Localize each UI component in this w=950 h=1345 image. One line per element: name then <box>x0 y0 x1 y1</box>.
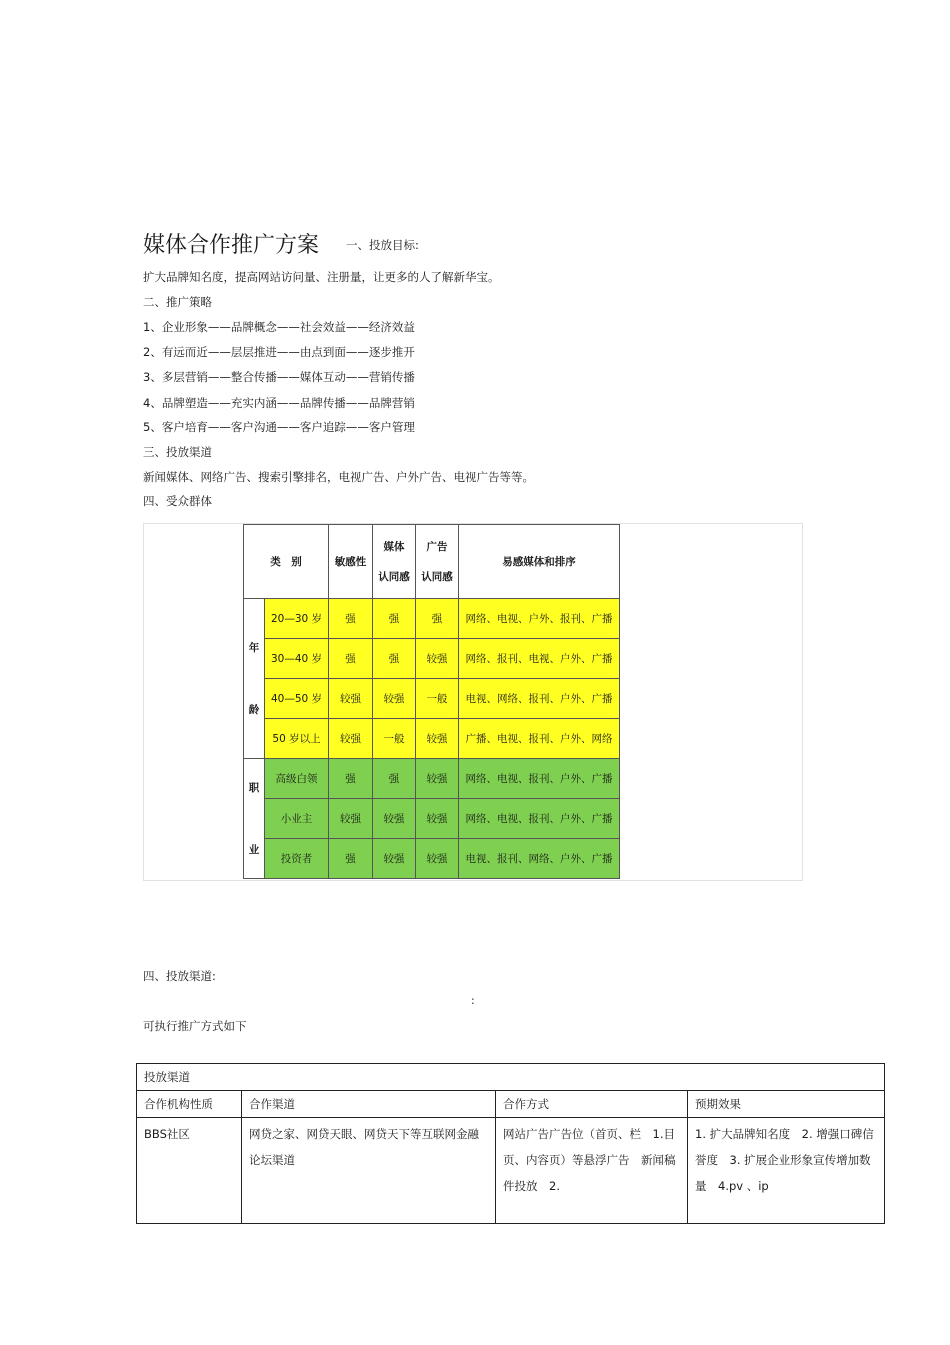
row-media: 强 <box>373 759 416 799</box>
row-media: 较强 <box>373 679 416 719</box>
cell-method: 网站广告广告位（首页、栏 1.目页、内容页）等悬浮广告 新闻稿件投放 2. <box>496 1118 688 1224</box>
header-media-line1: 媒体 <box>383 540 405 553</box>
row-name: 小业主 <box>265 799 329 839</box>
strategy-item-2: 2、有远而近——层层推进——由点到面——逐步推开 <box>143 345 415 359</box>
channel-table-title-row <box>137 1064 885 1091</box>
row-sensitivity: 较强 <box>329 799 373 839</box>
row-sensitivity: 强 <box>329 759 373 799</box>
strategy-item-3: 3、多层营销——整合传播——媒体互动——营销传播 <box>143 370 415 384</box>
row-ad: 较强 <box>416 719 459 759</box>
strategy-item-4: 4、品牌塑造——充实内涵——品牌传播——品牌营销 <box>143 396 415 410</box>
table-row <box>244 759 620 799</box>
row-rank: 电视、网络、报刊、户外、广播 <box>459 679 620 719</box>
group-age-top: 年 <box>248 641 260 654</box>
methods-intro: 可执行推广方式如下 <box>143 1019 247 1033</box>
header-nature: 合作机构性质 <box>137 1091 242 1118</box>
row-name: 高级白领 <box>265 759 329 799</box>
channel-table-header-row <box>137 1091 885 1118</box>
channel-heading: 三、投放渠道 <box>143 445 212 459</box>
row-rank: 广播、电视、报刊、户外、网络 <box>459 719 620 759</box>
group-occupation-top: 职 <box>248 781 260 794</box>
channel-table-title: 投放渠道 <box>137 1064 885 1091</box>
cell-nature: BBS社区 <box>137 1118 242 1224</box>
header-category: 类 别 <box>244 525 329 599</box>
header-channel: 合作渠道 <box>242 1091 496 1118</box>
table-row <box>244 679 620 719</box>
row-media: 一般 <box>373 719 416 759</box>
table-row <box>244 799 620 839</box>
table-row <box>244 839 620 879</box>
row-sensitivity: 强 <box>329 599 373 639</box>
row-media: 较强 <box>373 799 416 839</box>
row-sensitivity: 较强 <box>329 719 373 759</box>
channel-text: 新闻媒体、网络广告、搜索引擎排名，电视广告、户外广告、电视广告等等。 <box>143 470 534 484</box>
header-sensitivity: 敏感性 <box>329 525 373 599</box>
row-name: 50 岁以上 <box>265 719 329 759</box>
cell-channel: 网贷之家、网贷天眼、网贷天下等互联网金融论坛渠道 <box>242 1118 496 1224</box>
row-ad: 较强 <box>416 759 459 799</box>
table-row <box>244 599 620 639</box>
row-sensitivity: 强 <box>329 839 373 879</box>
row-media: 强 <box>373 639 416 679</box>
header-media-recognition <box>373 525 416 599</box>
table-row <box>244 639 620 679</box>
group-age-bottom: 龄 <box>248 703 260 716</box>
header-media-rank: 易感媒体和排序 <box>459 525 620 599</box>
row-rank: 网络、报刊、电视、户外、广播 <box>459 639 620 679</box>
audience-table <box>243 524 620 879</box>
row-ad: 一般 <box>416 679 459 719</box>
table-row <box>244 719 620 759</box>
row-rank: 网络、电视、报刊、户外、广播 <box>459 759 620 799</box>
header-ad-recognition <box>416 525 459 599</box>
strategy-item-1: 1、企业形象——品牌概念——社会效益——经济效益 <box>143 320 415 334</box>
channel-table <box>136 1063 885 1224</box>
row-name: 投资者 <box>265 839 329 879</box>
audience-header-row <box>244 525 620 599</box>
group-occupation-bottom: 业 <box>248 843 260 856</box>
table-row <box>137 1118 885 1224</box>
row-name: 20—30 岁 <box>265 599 329 639</box>
row-rank: 网络、电视、户外、报刊、广播 <box>459 599 620 639</box>
header-method: 合作方式 <box>496 1091 688 1118</box>
group-age <box>244 599 265 759</box>
row-sensitivity: 强 <box>329 639 373 679</box>
row-ad: 强 <box>416 599 459 639</box>
goal-text: 扩大品牌知名度，提高网站访问量、注册量，让更多的人了解新华宝。 <box>143 270 500 284</box>
header-ad-line1: 广告 <box>426 540 448 553</box>
row-rank: 网络、电视、报刊、户外、广播 <box>459 799 620 839</box>
row-ad: 较强 <box>416 639 459 679</box>
row-ad: 较强 <box>416 839 459 879</box>
strategy-heading: 二、推广策略 <box>143 295 212 309</box>
row-sensitivity: 较强 <box>329 679 373 719</box>
header-effect: 预期效果 <box>688 1091 885 1118</box>
strategy-item-5: 5、客户培育——客户沟通——客户追踪——客户管理 <box>143 420 415 434</box>
row-name: 30—40 岁 <box>265 639 329 679</box>
doc-title: 媒体合作推广方案 <box>143 233 320 258</box>
row-media: 强 <box>373 599 416 639</box>
row-ad: 较强 <box>416 799 459 839</box>
row-name: 40—50 岁 <box>265 679 329 719</box>
header-ad-line2: 认同感 <box>421 570 453 583</box>
row-rank: 电视、报刊、网络、户外、广播 <box>459 839 620 879</box>
row-media: 较强 <box>373 839 416 879</box>
channel-heading-2: 四、投放渠道: <box>143 969 216 983</box>
audience-heading: 四、受众群体 <box>143 494 212 508</box>
header-media-line2: 认同感 <box>378 570 410 583</box>
goal-heading: 一、投放目标: <box>346 238 419 252</box>
stray-colon: : <box>471 994 475 1007</box>
audience-table-image <box>143 523 803 881</box>
cell-effect: 1. 扩大品牌知名度 2. 增强口碑信誉度 3. 扩展企业形象宣传增加数量 4.pv 、ip <box>688 1118 885 1224</box>
group-occupation <box>244 759 265 879</box>
